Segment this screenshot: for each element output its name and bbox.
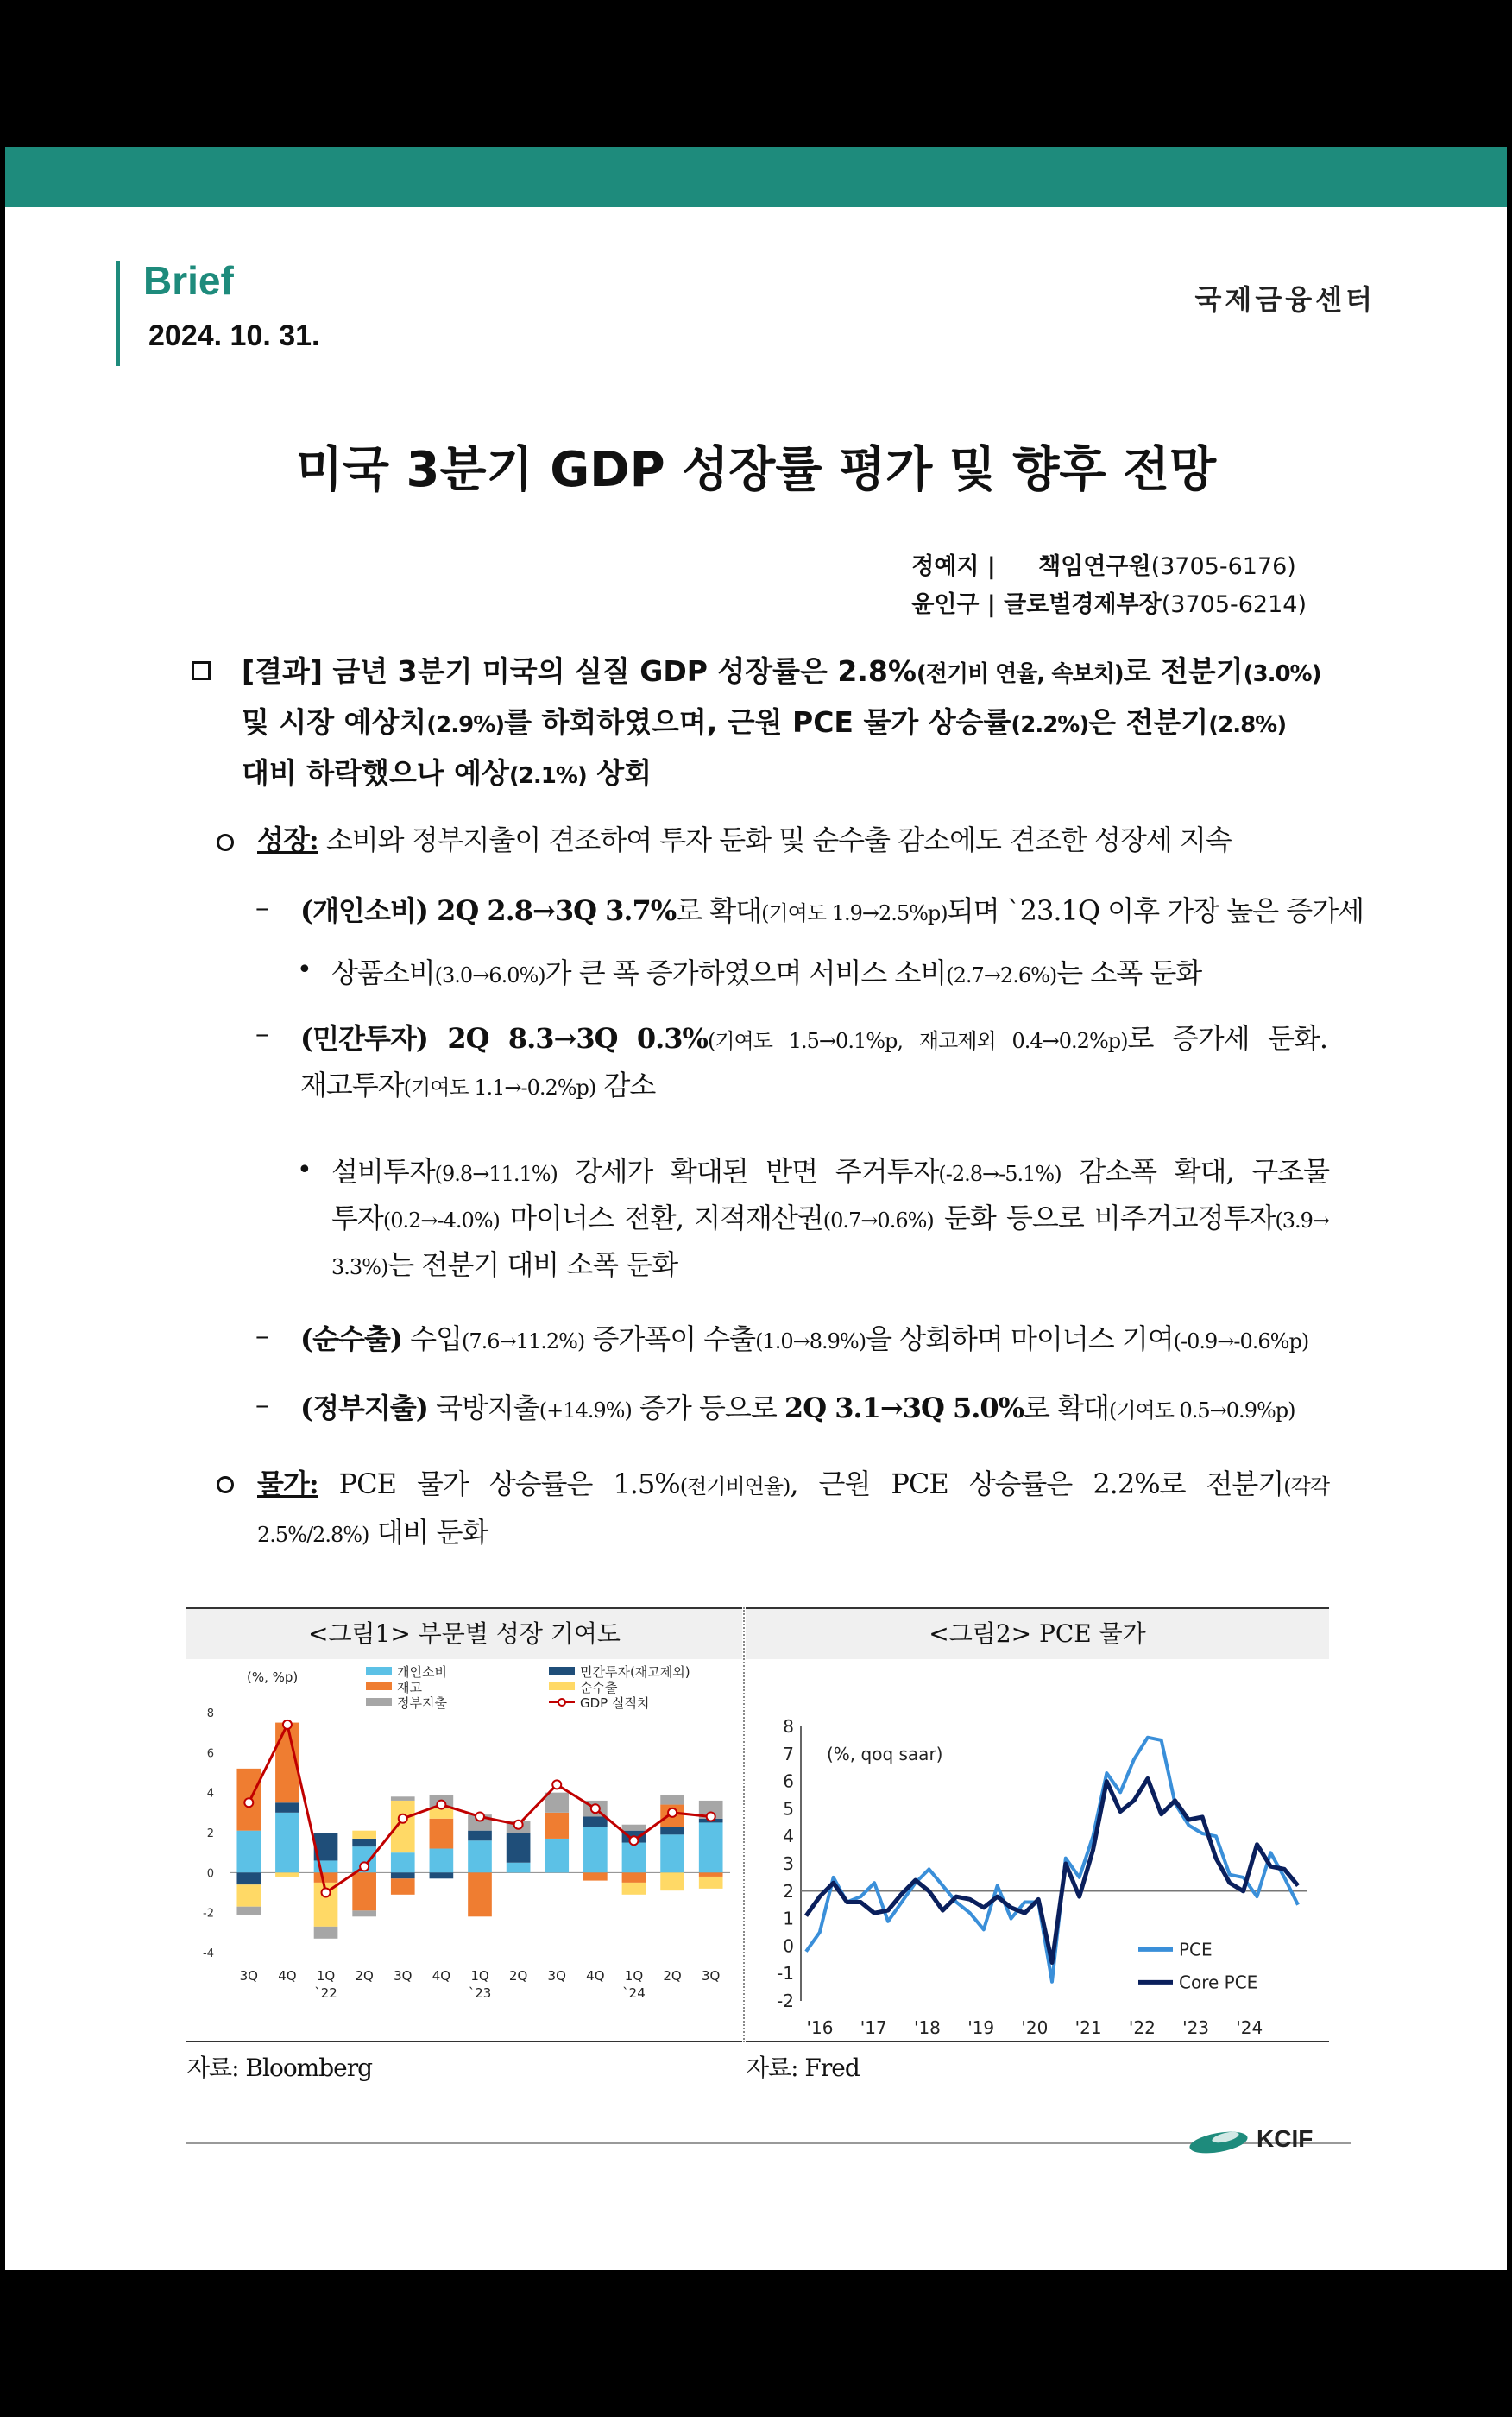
circle-bullet-icon [217, 834, 234, 851]
x-tick-label: '23 [1182, 2017, 1210, 2038]
y-tick-label: 3 [783, 1853, 794, 1874]
figure-2 [746, 1607, 1329, 2042]
author-2: 윤인구 | 글로벌경제부장(3705-6214) [911, 591, 1307, 618]
legend-label: Core PCE [1179, 1972, 1258, 1993]
bar-segment [236, 1884, 261, 1906]
chart-unit-label: (%, qoq saar) [827, 1743, 943, 1764]
gdp-point [399, 1814, 407, 1823]
y-tick-label: 0 [206, 1867, 214, 1881]
legend-swatch [549, 1667, 575, 1675]
legend-label: GDP 실적치 [580, 1695, 650, 1711]
y-tick-label: -4 [203, 1947, 214, 1960]
consumption-item: (개인소비) 2Q 2.8→3Q 3.7%로 확대(기여도 1.9→2.5%p)되며 `23.1Q 이후 가장 높은 증가세 [300, 894, 1364, 927]
legend-label: 개인소비 [397, 1664, 447, 1680]
bar-segment [236, 1872, 261, 1884]
net-exports-item: (순수출) 수입(7.6→11.2%) 증가폭이 수출(1.0→8.9%)을 상회하며 마이너스 기여(-0.9→-0.6%p) [300, 1322, 1309, 1355]
x-tick-label: 4Q [432, 1968, 451, 1984]
bar-segment [430, 1819, 454, 1849]
bar-segment [391, 1796, 415, 1801]
x-tick-label: 1Q [470, 1968, 489, 1984]
figure-1 [186, 1607, 742, 2042]
x-tick-label: 4Q [586, 1968, 605, 1984]
gdp-point [707, 1812, 715, 1821]
gdp-point [552, 1780, 561, 1789]
x-tick-label: 2Q [355, 1968, 374, 1984]
goods-consumption-item: 상품소비(3.0→6.0%)가 큰 폭 증가하였으며 서비스 소비(2.7→2.6%)는 소폭 둔화 [331, 956, 1202, 989]
bar-segment [275, 1802, 299, 1813]
gdp-point [322, 1889, 331, 1897]
series-line-pce [806, 1738, 1298, 1982]
author-list [911, 548, 1307, 624]
figure-2-title: <그림2> PCE 물가 [746, 1609, 1329, 1659]
document-page [5, 147, 1507, 2270]
bar-segment [622, 1883, 646, 1895]
gdp-point [283, 1720, 292, 1729]
bar-segment [660, 1827, 684, 1834]
gdp-point [629, 1836, 638, 1845]
x-tick-label: 2Q [508, 1968, 528, 1984]
dash-bullet-icon: – [255, 1388, 269, 1421]
author-1: 정예지 | 책임연구원(3705-6176) [911, 553, 1296, 580]
y-tick-label: 6 [783, 1770, 794, 1792]
bar-segment [699, 1872, 723, 1877]
bar-segment [583, 1872, 608, 1880]
bar-segment [507, 1863, 531, 1873]
x-tick-label: 4Q [278, 1968, 297, 1984]
y-tick-label: 4 [206, 1787, 214, 1801]
legend-label: 재고 [397, 1680, 422, 1695]
bar-segment [352, 1831, 376, 1839]
bar-segment [275, 1872, 299, 1877]
x-tick-label: '18 [913, 2017, 941, 2038]
legend-label: 순수출 [580, 1680, 618, 1695]
bar-segment [622, 1825, 646, 1831]
bar-segment [583, 1816, 608, 1827]
dash-bullet-icon: – [255, 1017, 269, 1050]
x-tick-label: '19 [967, 2017, 995, 2038]
organization-name: 국제금융센터 [1194, 283, 1376, 316]
gdp-point [244, 1798, 253, 1807]
circle-bullet-icon [217, 1476, 234, 1493]
bar-segment [352, 1839, 376, 1846]
y-tick-label: -2 [203, 1907, 214, 1921]
y-tick-label: 8 [783, 1716, 794, 1737]
bar-segment [699, 1877, 723, 1889]
bar-segment [314, 1872, 338, 1883]
equipment-investment-line3: 3.3%)는 전분기 대비 소폭 둔화 [331, 1248, 678, 1281]
bar-segment [660, 1834, 684, 1872]
bar-segment [391, 1852, 415, 1872]
brief-label: Brief [143, 258, 234, 303]
y-tick-label: 2 [783, 1880, 794, 1902]
bar-segment [352, 1910, 376, 1916]
y-tick-label: 7 [783, 1743, 794, 1764]
x-tick-label: 3Q [702, 1968, 721, 1984]
figure-2-source: 자료: Fred [746, 2054, 860, 2082]
bar-segment [699, 1822, 723, 1872]
x-tick-label: '22 [1128, 2017, 1156, 2038]
series-line-core-pce [806, 1778, 1298, 1962]
legend-swatch [366, 1698, 392, 1706]
y-tick-label: 2 [206, 1827, 214, 1840]
legend-swatch [366, 1667, 392, 1675]
growth-contribution-chart [186, 1659, 742, 2039]
investment-item: (민간투자) 2Q 8.3→3Q 0.3%(기여도 1.5→0.1%p, 재고제외 0.4→0.2%p)로 증가세 둔화. [300, 1022, 1327, 1055]
bar-segment [622, 1843, 646, 1873]
bar-segment [430, 1872, 454, 1878]
chart-unit-label: (%, %p) [247, 1669, 299, 1685]
report-date: 2024. 10. 31. [148, 319, 320, 352]
y-tick-label: 0 [783, 1935, 794, 1957]
summary-section: [결과] 금년 3분기 미국의 실질 GDP 성장률은 2.8%(전기비 연율, 속보치)로 전분기(3.0%) 및 시장 예상치(2.9%)를 하회하였으며, 근원 PCE 물가 상승률(2.2%)은 전분기(2.8%) 대비 하락했으나 예상(2.1%) 상회 [192, 647, 1331, 800]
x-tick-label: 1Q [316, 1968, 336, 1984]
bar-segment [352, 1872, 376, 1910]
gdp-point [437, 1801, 445, 1809]
y-tick-label: 8 [206, 1707, 214, 1720]
brief-accent-bar [116, 261, 120, 366]
legend-line-marker [558, 1699, 565, 1706]
bar-segment [468, 1831, 492, 1841]
x-tick-label: '16 [806, 2017, 834, 2038]
bar-segment [391, 1801, 415, 1852]
growth-paragraph: 성장: 소비와 정부지출이 견조하여 투자 둔화 및 순수출 감소에도 견조한 성장세 지속 [257, 824, 1232, 856]
prices-paragraph-line1: 물가: PCE 물가 상승률은 1.5%(전기비연율), 근원 PCE 상승률은 2.2%로 전분기(각각 [257, 1467, 1329, 1500]
bar-segment [275, 1813, 299, 1873]
y-tick-label: -2 [777, 1991, 794, 2011]
bar-segment [660, 1872, 684, 1890]
dot-bullet-icon: • [297, 955, 312, 985]
kcif-logo-icon [1186, 2124, 1251, 2158]
header-band [5, 147, 1507, 207]
x-tick-label: 1Q [624, 1968, 644, 1984]
gdp-point [514, 1821, 523, 1829]
x-tick-label: '24 [1236, 2017, 1263, 2038]
bar-segment [468, 1840, 492, 1872]
x-year-label: `24 [622, 1985, 646, 2001]
x-tick-label: 2Q [663, 1968, 682, 1984]
dash-bullet-icon: – [255, 1319, 269, 1352]
figure-1-title: <그림1> 부문별 성장 기여도 [186, 1609, 742, 1659]
gdp-point [360, 1862, 369, 1871]
bar-segment [430, 1849, 454, 1873]
bar-segment [583, 1827, 608, 1872]
legend-label: PCE [1179, 1939, 1213, 1960]
equipment-investment-line1: 설비투자(9.8→11.1%) 강세가 확대된 반면 주거투자(-2.8→-5.1%) 감소폭 확대, 구조물 [331, 1155, 1329, 1188]
checkbox-square-icon [192, 661, 211, 680]
bar-segment [545, 1793, 569, 1813]
dot-bullet-icon: • [297, 1155, 312, 1185]
y-tick-label: 4 [783, 1826, 794, 1847]
x-tick-label: 3Q [547, 1968, 566, 1984]
kcif-logo-text: KCIF [1257, 2125, 1314, 2152]
y-tick-label: 6 [206, 1747, 214, 1761]
bar-segment [545, 1813, 569, 1839]
bar-segment [660, 1795, 684, 1805]
legend-label: 정부지출 [397, 1695, 447, 1711]
x-tick-label: '17 [860, 2017, 887, 2038]
bar-segment [622, 1872, 646, 1883]
x-year-label: `23 [468, 1985, 492, 2001]
bar-segment [391, 1878, 415, 1895]
gdp-point [476, 1812, 484, 1821]
legend-label: 민간투자(재고제외) [580, 1664, 690, 1680]
dash-bullet-icon: – [255, 891, 269, 924]
bar-segment [314, 1927, 338, 1939]
x-year-label: `22 [314, 1985, 337, 2001]
report-title: 미국 3분기 GDP 성장률 평가 및 향후 전망 [295, 442, 1217, 498]
bar-segment [507, 1833, 531, 1863]
x-tick-label: '20 [1021, 2017, 1049, 2038]
bar-segment [236, 1907, 261, 1915]
y-tick-label: -1 [777, 1963, 794, 1985]
inventory-investment-item: 재고투자(기여도 1.1→-0.2%p) 감소 [300, 1069, 656, 1101]
legend-swatch [366, 1682, 392, 1690]
x-tick-label: 3Q [394, 1968, 413, 1984]
bar-segment [545, 1839, 569, 1872]
bar-segment [314, 1860, 338, 1872]
x-tick-label: 3Q [239, 1968, 258, 1984]
x-tick-label: '21 [1074, 2017, 1102, 2038]
y-tick-label: 5 [783, 1798, 794, 1820]
gdp-point [591, 1804, 600, 1813]
prices-paragraph-line2: 2.5%/2.8%) 대비 둔화 [257, 1516, 488, 1549]
pce-inflation-chart [746, 1659, 1329, 2039]
gdp-point [668, 1808, 677, 1817]
equipment-investment-line2: 투자(0.2→-4.0%) 마이너스 전환, 지적재산권(0.7→0.6%) 둔화 등으로 비주거고정투자(3.9→ [331, 1202, 1329, 1234]
bar-segment [430, 1808, 454, 1819]
y-tick-label: 1 [783, 1908, 794, 1929]
figure-1-source: 자료: Bloomberg [186, 2054, 373, 2082]
bar-segment [391, 1872, 415, 1878]
legend-swatch [549, 1682, 575, 1690]
bar-segment [236, 1831, 261, 1873]
government-spending-item: (정부지출) 국방지출(+14.9%) 증가 등으로 2Q 3.1→3Q 5.0%로 확대(기여도 0.5→0.9%p) [300, 1392, 1295, 1424]
bar-segment [468, 1872, 492, 1916]
footer-rule [186, 2142, 1351, 2144]
